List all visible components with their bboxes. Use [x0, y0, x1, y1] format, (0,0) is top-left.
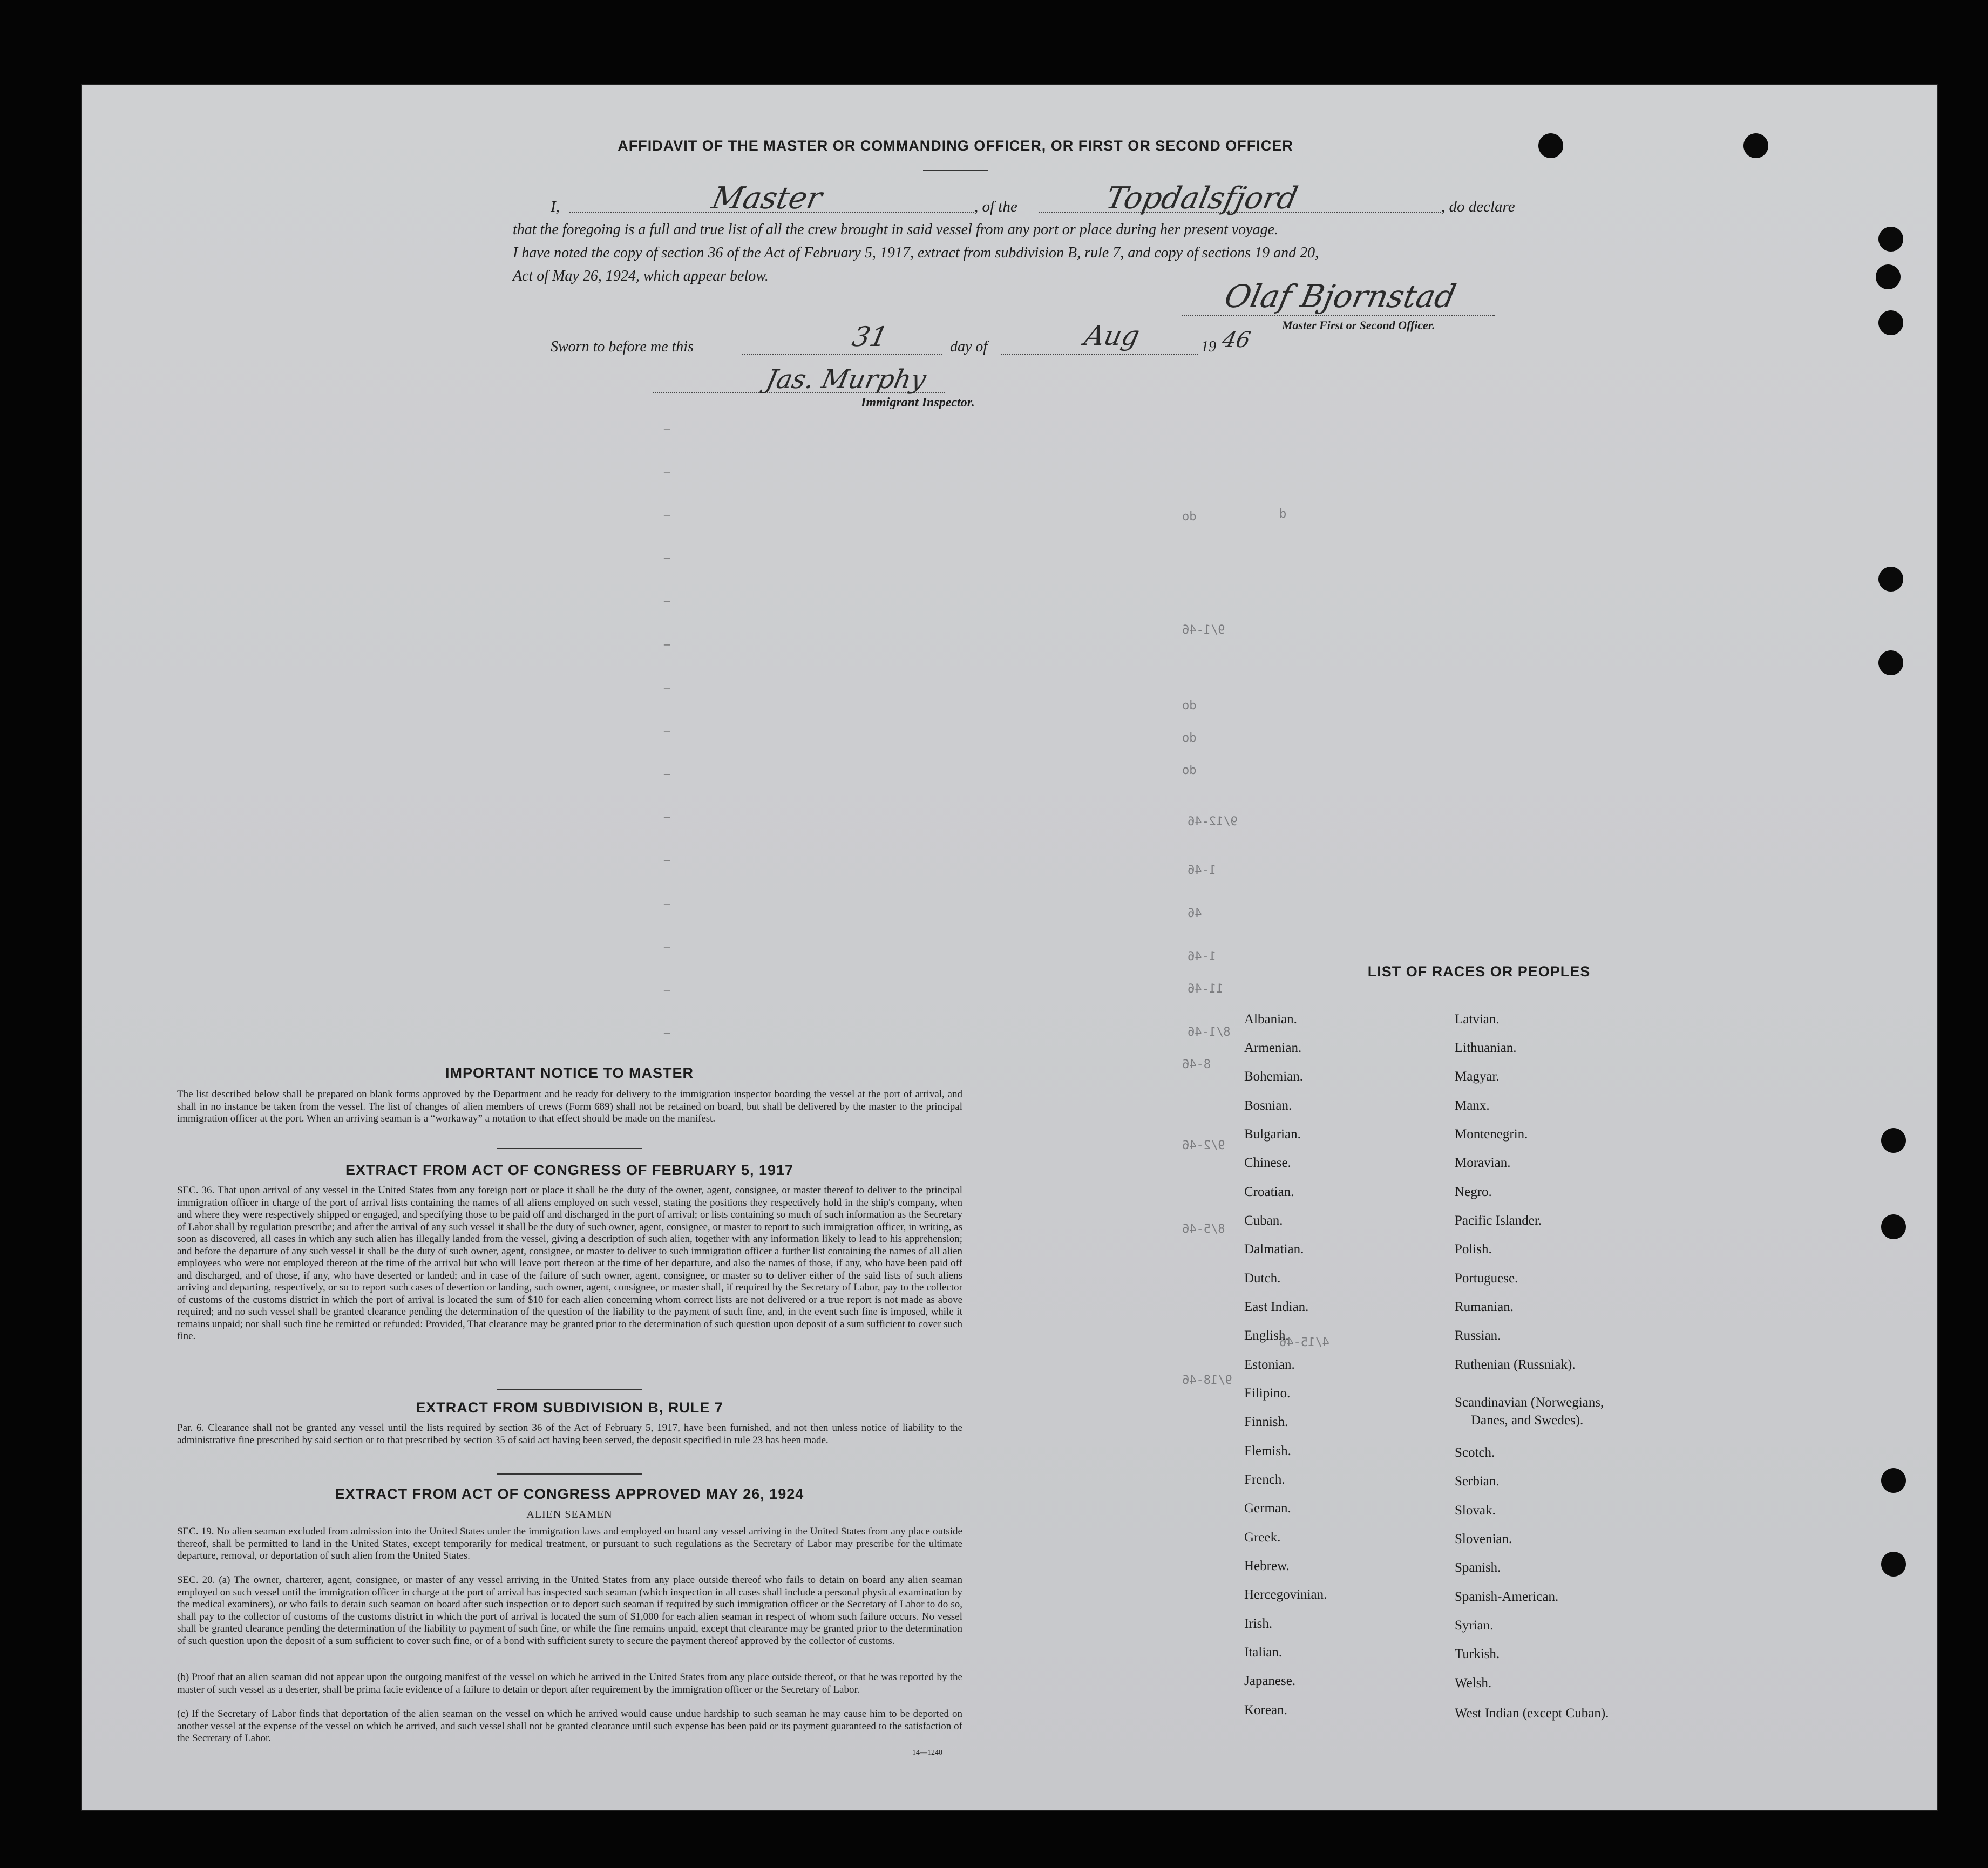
race-item: Slovak. [1455, 1503, 1496, 1518]
bleed-through-text: 8-46 [1182, 1058, 1211, 1071]
bleed-through-text: 4/15-46 [1279, 1336, 1329, 1349]
day-of-label: day of [950, 338, 988, 355]
affidavit-line2: that the foregoing is a full and true list of all the crew brought in said vessel from any port or place during her present voyage. [513, 221, 1279, 238]
divider [497, 1389, 642, 1390]
year-prefix: 19 [1201, 338, 1216, 355]
bleed-through-text: do [1182, 731, 1197, 745]
extract-1924-subtitle: ALIEN SEAMEN [526, 1509, 613, 1520]
race-item: Japanese. [1244, 1674, 1296, 1688]
bleed-through-text: 8/5-46 [1182, 1222, 1225, 1236]
sworn-day-line [742, 354, 942, 355]
race-item: Lithuanian. [1455, 1041, 1517, 1055]
race-item: Portuguese. [1455, 1271, 1518, 1286]
bleed-through-text: 8/1-46 [1188, 1025, 1231, 1039]
race-item: Greek. [1244, 1530, 1281, 1545]
sworn-day: 31 [849, 321, 891, 352]
race-item: Cuban. [1244, 1213, 1283, 1228]
race-item: Scotch. [1455, 1445, 1495, 1460]
affidavit-vessel-value: Topdalsfjord [1103, 181, 1301, 216]
divider [923, 170, 988, 171]
race-item: Pacific Islander. [1455, 1213, 1542, 1228]
notice-title: IMPORTANT NOTICE TO MASTER [445, 1065, 694, 1081]
document-sheet [81, 84, 1938, 1811]
race-item: Ruthenian (Russniak). [1455, 1357, 1576, 1372]
bleed-through-text: do [1182, 510, 1197, 524]
race-item: Croatian. [1244, 1185, 1294, 1199]
punch-hole [1538, 133, 1563, 158]
race-item: Russian. [1455, 1328, 1501, 1343]
race-item: Armenian. [1244, 1041, 1302, 1055]
race-item: Bulgarian. [1244, 1127, 1301, 1142]
punch-hole [1881, 1468, 1906, 1493]
divider [497, 1473, 642, 1475]
race-item: Turkish. [1455, 1647, 1500, 1661]
race-item: Montenegrin. [1455, 1127, 1528, 1142]
bleed-through-text: 11-46 [1188, 982, 1224, 996]
extract-1924-sec20c: (c) If the Secretary of Labor finds that deportation of the alien seaman on the vessel on which he arrived would cause undue hardship to such seaman he may cause him to be deported on another vessel at the expense of the vessel on which he arrived, and such vessel shall not be granted clearance until such expense has been paid or its payment guaranteed to the satisfaction of the Secretary of Labor. [177, 1708, 962, 1744]
race-item: Bosnian. [1244, 1098, 1292, 1113]
race-item: Welsh. [1455, 1676, 1492, 1690]
affidavit-i-label: I, [551, 198, 560, 215]
race-item: Estonian. [1244, 1357, 1295, 1372]
race-item: Scandinavian (Norwegians, [1455, 1395, 1604, 1410]
race-item: Syrian. [1455, 1618, 1494, 1633]
affidavit-name-value: Master [709, 181, 825, 216]
punch-hole [1876, 264, 1901, 289]
officer-signature-line [1182, 315, 1495, 316]
bleed-through-text: 46 [1188, 907, 1202, 920]
notice-text: The list described below shall be prepared on blank forms approved by the Department and be ready for delivery to the immigration inspector boarding the vessel at the port of arrival, and shall in no instance be taken from the vessel. The list of changes of alien members of crews (Form 689) shall not be retained on board, but shall be delivered by the master to the principal immigration officer at the port. When an arriving seaman is a “workaway” a notation to that effect should be made on the manifest. [177, 1089, 962, 1124]
race-item: Hebrew. [1244, 1559, 1290, 1573]
race-item: Albanian. [1244, 1012, 1297, 1027]
affidavit-title: AFFIDAVIT OF THE MASTER OR COMMANDING OFFICER, OR FIRST OR SECOND OFFICER [618, 138, 1293, 154]
race-item: Manx. [1455, 1098, 1490, 1113]
extract-rule7-title: EXTRACT FROM SUBDIVISION B, RULE 7 [416, 1400, 723, 1416]
punch-hole [1878, 567, 1903, 592]
punch-hole [1881, 1552, 1906, 1577]
race-item: Serbian. [1455, 1474, 1500, 1489]
race-item: Magyar. [1455, 1069, 1500, 1084]
race-item: Italian. [1244, 1645, 1283, 1660]
year-value: 46 [1220, 328, 1253, 352]
affidavit-line3: I have noted the copy of section 36 of the Act of February 5, 1917, extract from subdivision B, rule 7, and copy of sections 19 and 20, [513, 244, 1319, 261]
extract-1924-sec20a: SEC. 20. (a) The owner, charterer, agent, consignee, or master of any vessel arriving in the United States from any place outside thereof who fails to detain on board any alien seaman employed on such vessel until the immigration officer in charge at the port of arrival has inspected such seaman (which inspection in all cases shall include a personal physical examination by the medical examiners), or who fails to detain such seaman on board after such inspection or to deport such seaman if required by such immigration officer or the Secretary of Labor to do so, shall pay to the collector of customs of the customs district in which the port of arrival is located the sum of $1,000 for each alien seaman in respect of whom such failure occurs. No vessel shall be granted clearance pending the determination of the liability to payment of such fine, or while the fine remains unpaid, except that clearance may be granted prior to the determination of such question upon the deposit of a sum sufficient to cover such fine, or of a bond with sufficient surety to secure the payment thereof approved by the collector of customs. [177, 1574, 962, 1647]
race-item: Moravian. [1455, 1156, 1511, 1170]
race-item: French. [1244, 1472, 1285, 1487]
bleed-through-text: 1-46 [1188, 864, 1216, 877]
extract-1917-text: SEC. 36. That upon arrival of any vessel in the United States from any foreign port or place it shall be the duty of the owner, agent, consignee, or master thereof to deliver to the principal immigration officer in charge of the port of arrival lists containing the names of all aliens employed on such vessel, stating the positions they respectively hold in the ship's company, when and where they were respectively shipped or engaged, and specifying those to be paid off and discharged in the port of arrival; or lists containing so much of such information as the Secretary of Labor shall by regulation prescribe; and after the arrival of any such vessel it shall be the duty of such owner, agent, consignee, or master to report to such immigration officer, in writing, as soon as discovered, all cases in which any such alien has illegally landed from the vessel, giving a description of such alien, together with any information likely to lead to his apprehension; and before the departure of any such vessel it shall be the duty of such owner, agent, consignee, or master to deliver to such immigration officer a further list containing the names of all alien employees who were not employed thereon at the time of the arrival but who will leave port thereon at the time of her departure, and also the names of those, if any, who have been paid off and discharged, and of those, if any, who have deserted or landed; and in case of the failure of such owner, agent, consignee, or master so to deliver either of the said lists of such aliens arriving and departing, respectively, or so to report such cases of desertion or landing, such owner, agent, consignee, or master shall, if required by the Secretary of Labor, pay to the collector of customs of the customs district in which the port of arrival is located the sum of $10 for each alien concerning whom correct lists are not delivered or a true report is not made as above required; and no such vessel shall be granted clearance pending the determination of the question of the liability to the payment of such fine, and, in the event such fine is imposed, while it remains unpaid; nor shall such fine be remitted or refunded: Provided, That clearance may be granted prior to the determination of such question upon deposit of a sum sufficient to cover such fine. [177, 1185, 962, 1342]
bleed-through-text: 9/1-46 [1182, 623, 1225, 637]
bleed-through-text: d [1279, 507, 1287, 521]
race-item: Flemish. [1244, 1444, 1291, 1458]
extract-rule7-text: Par. 6. Clearance shall not be granted any vessel until the lists required by section 36 of the Act of February 5, 1917, have been furnished, and not then unless notice of liability to the administrative fine prescribed by said section or to that prescribed by section 35 of said act having been served, the deposit specified in rule 23 has been made. [177, 1422, 962, 1446]
race-item: English. [1244, 1328, 1289, 1343]
race-item: Slovenian. [1455, 1532, 1512, 1546]
race-item: Danes, and Swedes). [1471, 1413, 1584, 1428]
inspector-caption: Immigrant Inspector. [861, 396, 975, 410]
race-item: Filipino. [1244, 1386, 1291, 1401]
divider [497, 1148, 642, 1149]
bleed-dash: – [664, 723, 670, 737]
bleed-dash: – [664, 982, 670, 996]
race-item: East Indian. [1244, 1300, 1309, 1314]
race-item: Korean. [1244, 1703, 1287, 1717]
bleed-through-text: 9/12-46 [1188, 815, 1238, 828]
bleed-through-text: 1-46 [1188, 950, 1216, 963]
bleed-through-text: do [1182, 699, 1197, 712]
race-item: Spanish-American. [1455, 1590, 1559, 1604]
bleed-dash: – [664, 853, 670, 866]
officer-caption: Master First or Second Officer. [1282, 318, 1435, 332]
bleed-dash: – [664, 464, 670, 478]
punch-hole [1881, 1214, 1906, 1239]
officer-signature: Olaf Bjornstad [1221, 278, 1460, 315]
sworn-label: Sworn to before me this [551, 338, 694, 355]
punch-hole [1878, 650, 1903, 675]
punch-hole [1881, 1128, 1906, 1153]
bleed-through-text: 9/18-46 [1182, 1374, 1232, 1387]
affidavit-line4: Act of May 26, 1924, which appear below. [513, 268, 769, 284]
race-item: Rumanian. [1455, 1300, 1514, 1314]
races-title: LIST OF RACES OR PEOPLES [1367, 963, 1591, 980]
race-item: Bohemian. [1244, 1069, 1304, 1084]
race-item: Hercegovinian. [1244, 1587, 1327, 1602]
bleed-dash: – [664, 594, 670, 607]
race-item: Spanish. [1455, 1560, 1501, 1575]
extract-1924-sec19: SEC. 19. No alien seaman excluded from admission into the United States under the immigration laws and employed on board any vessel arriving in the United States from any place outside thereof, shall be permitted to land in the United States, except temporarily for medical treatment, or pursuant to such regulations as the Secretary of Labor may prescribe for the ultimate departure, removal, or deportation of such alien from the United States. [177, 1526, 962, 1561]
bleed-dash: – [664, 939, 670, 953]
extract-1924-title: EXTRACT FROM ACT OF CONGRESS APPROVED MAY 26, 1924 [335, 1486, 804, 1502]
bleed-dash: – [664, 680, 670, 694]
bleed-through-text: do [1182, 764, 1197, 777]
extract-1917-title: EXTRACT FROM ACT OF CONGRESS OF FEBRUARY 5, 1917 [345, 1162, 794, 1178]
race-item: Negro. [1455, 1185, 1492, 1199]
bleed-dash: – [664, 1025, 670, 1039]
punch-hole [1878, 227, 1903, 252]
punch-hole [1743, 133, 1768, 158]
affidavit-of-the-label: , of the [974, 198, 1017, 215]
bleed-dash: – [664, 551, 670, 564]
race-item: Irish. [1244, 1616, 1273, 1631]
affidavit-declare-label: , do declare [1441, 198, 1515, 215]
race-item: West Indian (except Cuban). [1455, 1706, 1609, 1721]
sworn-month-line [1001, 354, 1198, 355]
bleed-dash: – [664, 421, 670, 434]
bleed-through-text: 9/2-46 [1182, 1139, 1225, 1152]
bleed-dash: – [664, 810, 670, 823]
form-number: 14—1240 [912, 1749, 942, 1757]
bleed-dash: – [664, 896, 670, 909]
punch-hole [1878, 310, 1903, 335]
bleed-dash: – [664, 637, 670, 650]
race-item: Latvian. [1455, 1012, 1500, 1027]
inspector-signature: Jas. Murphy [763, 364, 929, 395]
bleed-dash: – [664, 766, 670, 780]
sworn-month: Aug [1081, 320, 1143, 351]
bleed-dash: – [664, 507, 670, 521]
race-item: Dutch. [1244, 1271, 1281, 1286]
race-item: Polish. [1455, 1242, 1492, 1256]
race-item: Dalmatian. [1244, 1242, 1304, 1256]
race-item: German. [1244, 1501, 1291, 1516]
race-item: Chinese. [1244, 1156, 1291, 1170]
extract-1924-sec20b: (b) Proof that an alien seaman did not appear upon the outgoing manifest of the vessel on which he arrived in the United States from any place outside thereof, or that he was reported by the master of such vessel as a deserter, shall be prima facie evidence of a failure to detain or deport after requirement by the immigration officer or the Secretary of Labor. [177, 1672, 962, 1695]
race-item: Finnish. [1244, 1415, 1288, 1429]
